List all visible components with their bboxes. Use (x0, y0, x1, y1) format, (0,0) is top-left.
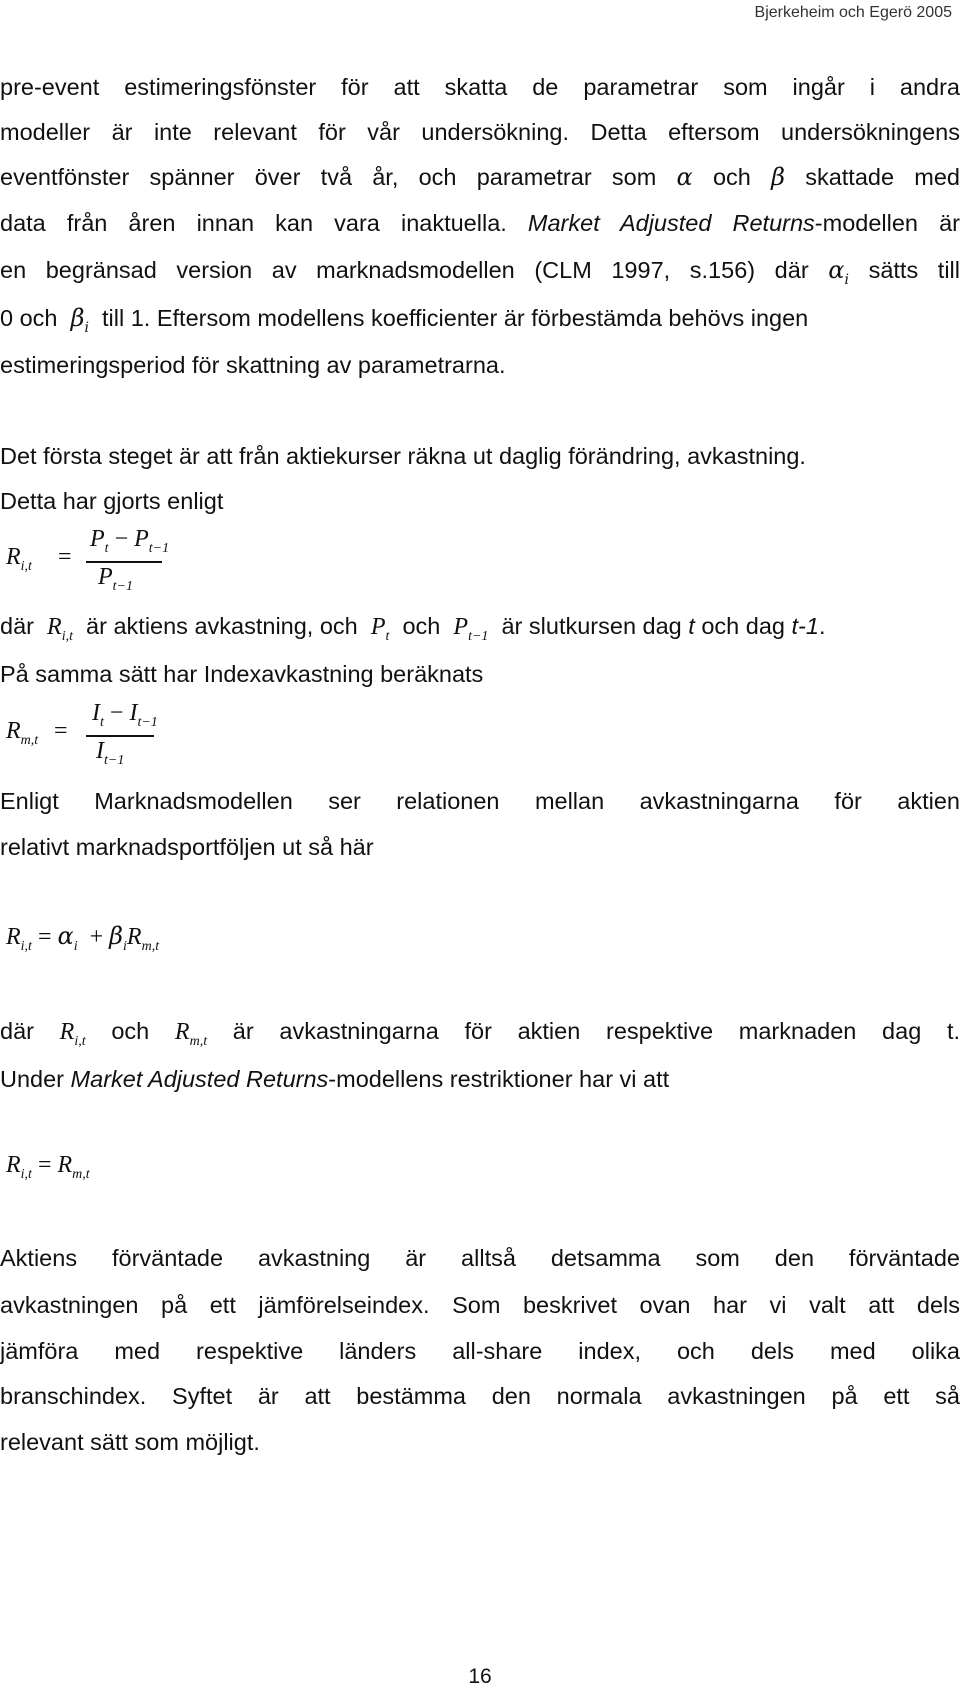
fraction-bar (86, 561, 162, 563)
fraction-bar (86, 735, 154, 737)
paragraph-6-line-5: relevant sätt som möjligt. (0, 1429, 260, 1455)
paragraph-5-line-1: Under Market Adjusted Returns-modellens restriktioner har vi att (0, 1066, 670, 1092)
paragraph-2-line-2: Detta har gjorts enligt (0, 488, 224, 514)
equation-market-model: $R_{i,t} = \alpha_i + \beta_iR_{m,t}$ (6, 922, 160, 954)
paragraph-6-line-4: branschindex. Syftet är att bestämma den normala avkastningen på ett så (0, 1383, 960, 1409)
paragraph-1-line-7: estimeringsperiod för skattning av parametrarna. (0, 352, 506, 378)
paragraph-2-line-1: Det första steget är att från aktiekurser räkna ut daglig förändring, avkastning. (0, 443, 806, 469)
running-head: Bjerkeheim och Egerö 2005 (754, 4, 952, 21)
paragraph-1-line-1: pre-event estimeringsfönster för att skatta de parametrar som ingår i andra (0, 74, 960, 100)
equation-index-return: $R_{m,t}$ = $I_t - I_{t-1}$ $I_{t-1}$ (6, 700, 158, 768)
beta-symbol: β (771, 163, 785, 191)
page-number: 16 (468, 1665, 492, 1688)
paragraph-4-line-1: Enligt Marknadsmodellen ser relationen mellan avkastningarna för aktien (0, 788, 960, 814)
paragraph-1-line-6: 0 och $\beta_i$ till 1. Eftersom modellens koefficienter är förbestämda behövs ingen (0, 304, 809, 336)
paragraph-1-line-4: data från åren innan kan vara inaktuella. Market Adjusted Returns-modellen är (0, 210, 960, 236)
where-line-1: där $R_{i,t}$ är aktiens avkastning, och $P_t$ och $P_{t-1}$ är slutkursen dag t och dag t-1. (0, 613, 826, 644)
paragraph-6-line-2: avkastningen på ett jämförelseindex. Som beskrivet ovan har vi valt att dels (0, 1292, 960, 1318)
equation-stock-return: $R_{i,t}$ = $P_t - P_{t-1}$ $P_{t-1}$ (6, 526, 170, 594)
paragraph-6-line-3: jämföra med respektive länders all-share index, och dels med olika (0, 1338, 960, 1364)
paragraph-3-line-1: På samma sätt har Indexavkastning beräknats (0, 661, 484, 687)
paragraph-1-line-3: eventfönster spänner över två år, och parametrar som α och β skattade med (0, 163, 960, 191)
alpha-i-symbol: $\alpha_i$ (828, 256, 849, 288)
paragraph-1-line-2: modeller är inte relevant för vår undersökning. Detta eftersom undersökningens (0, 119, 960, 145)
paragraph-6-line-1: Aktiens förväntade avkastning är alltså detsamma som den förväntade (0, 1245, 960, 1271)
where-line-2: där $R_{i,t}$ och $R_{m,t}$ är avkastningarna för aktien respektive marknaden dag t. (0, 1018, 960, 1049)
alpha-symbol: α (676, 163, 693, 191)
beta-i-symbol: $\beta_i$ (70, 304, 89, 336)
equation-restriction: $R_{i,t} = R_{m,t}$ (6, 1152, 90, 1182)
paragraph-4-line-2: relativt marknadsportföljen ut så här (0, 834, 374, 860)
paragraph-1-line-5: en begränsad version av marknadsmodellen (CLM 1997, s.156) där $\alpha_i$ sätts till (0, 256, 960, 288)
